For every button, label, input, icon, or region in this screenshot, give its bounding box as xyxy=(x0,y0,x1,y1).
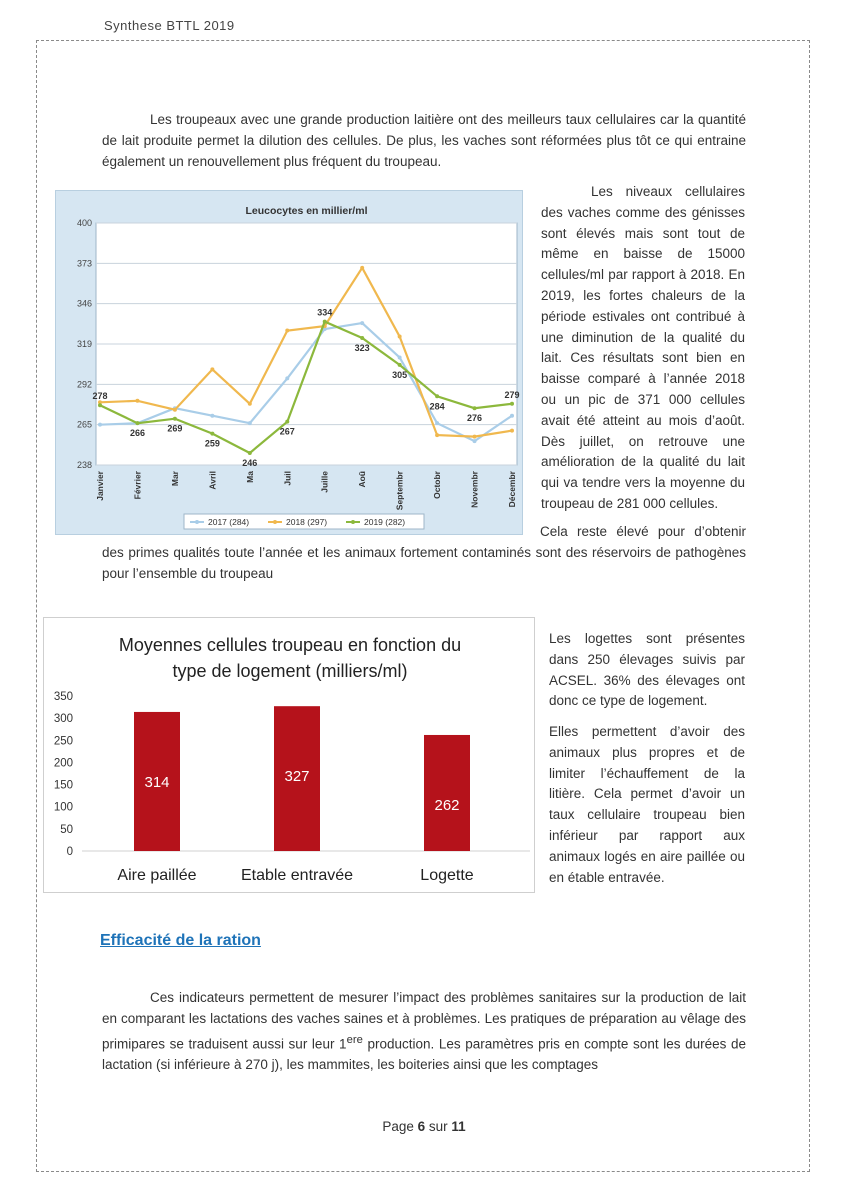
data-point-2019 xyxy=(435,394,439,398)
legend-entry: 2019 (282) xyxy=(364,517,406,527)
data-label: 278 xyxy=(92,391,108,402)
data-label: 284 xyxy=(429,401,445,412)
data-point-2019 xyxy=(285,420,289,424)
y-tick-label: 300 xyxy=(53,713,73,726)
data-point-2017 xyxy=(435,421,439,425)
bar-value-label: 314 xyxy=(144,773,170,791)
data-point-2019 xyxy=(173,417,177,421)
x-tick-label: Septembr xyxy=(394,471,405,511)
section-title: Efficacité de la ration xyxy=(100,932,261,949)
legend-entry: 2017 (284) xyxy=(208,517,250,527)
data-point-2019 xyxy=(473,406,477,410)
paragraph-production: Les troupeaux avec une grande production laitière ont des meilleurs taux cellulaires car la quantité de lait produite permet la dilution des cellules. De plus, les vaches sont réformées plus tôt ce qui entraine également un renouvellement plus fréquent du troupeau. xyxy=(102,112,746,169)
data-label: 246 xyxy=(242,458,258,469)
leucocytes-line-chart xyxy=(55,190,523,535)
data-label: 259 xyxy=(204,438,220,449)
footer-page-total: 11 xyxy=(451,1119,466,1134)
data-point-2017 xyxy=(473,439,477,443)
data-point-2017 xyxy=(398,355,402,359)
data-point-2017 xyxy=(98,423,102,427)
data-label: 276 xyxy=(467,413,483,424)
footer-prefix: Page xyxy=(382,1119,418,1134)
data-label: 323 xyxy=(354,343,370,354)
data-point-2018 xyxy=(473,435,477,439)
x-tick-label: Novembr xyxy=(469,471,480,508)
y-tick-label: 100 xyxy=(53,801,73,814)
x-category-label: Etable entravée xyxy=(240,867,354,884)
data-point-2019 xyxy=(510,402,514,406)
paragraph-ration-indicators xyxy=(102,988,746,1076)
y-tick-label: 50 xyxy=(60,823,73,836)
legend-entry: 2018 (297) xyxy=(286,517,328,527)
x-tick-label: Ma xyxy=(244,471,255,483)
y-tick-label: 265 xyxy=(76,419,92,430)
data-point-2019 xyxy=(210,432,214,436)
chart-title-line: type de logement (milliers/ml) xyxy=(172,661,408,681)
data-point-2019 xyxy=(135,421,139,425)
data-point-2017 xyxy=(360,321,364,325)
data-label: 334 xyxy=(317,307,333,318)
x-tick-label: Décembr xyxy=(507,471,517,508)
data-label: 305 xyxy=(392,369,408,380)
bar-value-label: 262 xyxy=(434,796,460,814)
y-tick-label: 400 xyxy=(76,218,92,228)
data-point-2019 xyxy=(323,320,327,324)
superscript-ere: ere xyxy=(346,1033,363,1046)
paragraph-logettes-benefits: Elles permettent d’avoir des animaux plus propres et de limiter l’échauffement de la litière. Cela permet d’avoir un taux cellulaire troupeau bien inférieur par rapport aux animaux logés en aire paillée ou en étable entravée. xyxy=(549,724,745,885)
footer-page-number: 6 xyxy=(417,1119,426,1134)
data-point-2018 xyxy=(435,433,439,437)
paragraph-ration-text-b: production. Les paramètres pris en compte sont les durées de lactation (si inférieure à 270 j), les mammites, les boiteries ainsi que les comptages xyxy=(102,1036,746,1072)
data-label: 266 xyxy=(129,428,145,439)
x-tick-label: Octobr xyxy=(432,471,443,499)
x-tick-label: Juille xyxy=(319,471,330,493)
data-point-2018 xyxy=(135,399,139,403)
data-point-2018 xyxy=(398,335,402,339)
x-tick-label: Février xyxy=(132,471,143,500)
footer-middle: sur xyxy=(425,1119,452,1134)
y-tick-label: 346 xyxy=(76,298,92,309)
chart-title-line: Moyennes cellules troupeau en fonction du xyxy=(118,635,462,655)
data-point-2018 xyxy=(360,266,364,270)
paragraph-logettes: Les logettes sont présentes dans 250 élevages suivis par ACSEL. 36% des élevages ont donc ce type de logement. xyxy=(549,631,745,709)
data-point-2017 xyxy=(510,414,514,418)
x-tick-label: Juil xyxy=(282,471,293,486)
x-tick-label: Janvier xyxy=(95,471,105,501)
data-point-2019 xyxy=(360,336,364,340)
data-point-2018 xyxy=(285,329,289,333)
data-point-2018 xyxy=(248,402,252,406)
data-label: 279 xyxy=(504,389,520,400)
data-point-2019 xyxy=(248,451,252,455)
data-point-2017 xyxy=(285,376,289,380)
data-point-2019 xyxy=(398,363,402,367)
page-footer xyxy=(0,1119,848,1134)
data-point-2019 xyxy=(98,403,102,407)
housing-chart-svg xyxy=(44,618,536,894)
y-tick-label: 0 xyxy=(66,846,73,858)
housing-bar-chart xyxy=(43,617,535,893)
data-point-2018 xyxy=(510,429,514,433)
data-point-2017 xyxy=(210,414,214,418)
x-category-label: Aire paillée xyxy=(117,867,197,884)
x-tick-label: Avril xyxy=(207,471,218,490)
data-point-2018 xyxy=(173,408,177,412)
chart-title: Leucocytes en millier/ml xyxy=(245,205,368,217)
x-tick-label: Aoû xyxy=(357,471,368,488)
page-header: Synthese BTTL 2019 xyxy=(104,18,235,33)
y-tick-label: 373 xyxy=(76,258,92,269)
bar-value-label: 327 xyxy=(284,768,310,786)
data-label: 269 xyxy=(167,423,183,434)
paragraph-quality-premiums: Cela reste élevé pour d’obtenir des primes qualités toute l’année et les animaux fortement contaminés sont des réservoirs de pathogènes pour l’ensemble du troupeau xyxy=(102,524,746,581)
data-point-2017 xyxy=(248,421,252,425)
y-tick-label: 319 xyxy=(76,339,92,349)
y-tick-label: 292 xyxy=(76,379,92,390)
bar-2 xyxy=(424,735,470,851)
y-tick-label: 350 xyxy=(53,691,73,703)
y-tick-label: 250 xyxy=(53,735,73,748)
leucocytes-chart-svg xyxy=(56,191,524,536)
data-label: 267 xyxy=(279,426,295,437)
paragraph-ration-text-a: Ces indicateurs permettent de mesurer l’impact des problèmes sanitaires sur la production de lait en comparant les lactations des vaches saines et à problèmes. Les pratiques de préparation au vêlage des primipares se traduisent aussi sur leur 1 xyxy=(102,990,746,1052)
x-tick-label: Mar xyxy=(169,471,180,487)
y-tick-label: 150 xyxy=(53,779,73,792)
paragraph-cell-levels: Les niveaux cellulaires des vaches comme des génisses sont élevés mais sont tout de même en baisse de 15000 cellules/ml par rapport à 2018. En 2019, les fortes chaleurs de la période estivales ont contribué à une diminution de la qualité du lait. Ces résultats sont bien en baisse comparé à l’année 2018 ou un pic de 371 000 cellules avait été atteint au mois d’août. Dès juillet, on retrouve une amélioration de la qualité du lait qui va tendre vers la moyenne du troupeau de 281 000 cellules. xyxy=(541,184,745,511)
data-point-2018 xyxy=(210,367,214,371)
y-tick-label: 238 xyxy=(76,460,92,470)
x-category-label: Logette xyxy=(420,867,474,884)
y-tick-label: 200 xyxy=(53,757,73,770)
